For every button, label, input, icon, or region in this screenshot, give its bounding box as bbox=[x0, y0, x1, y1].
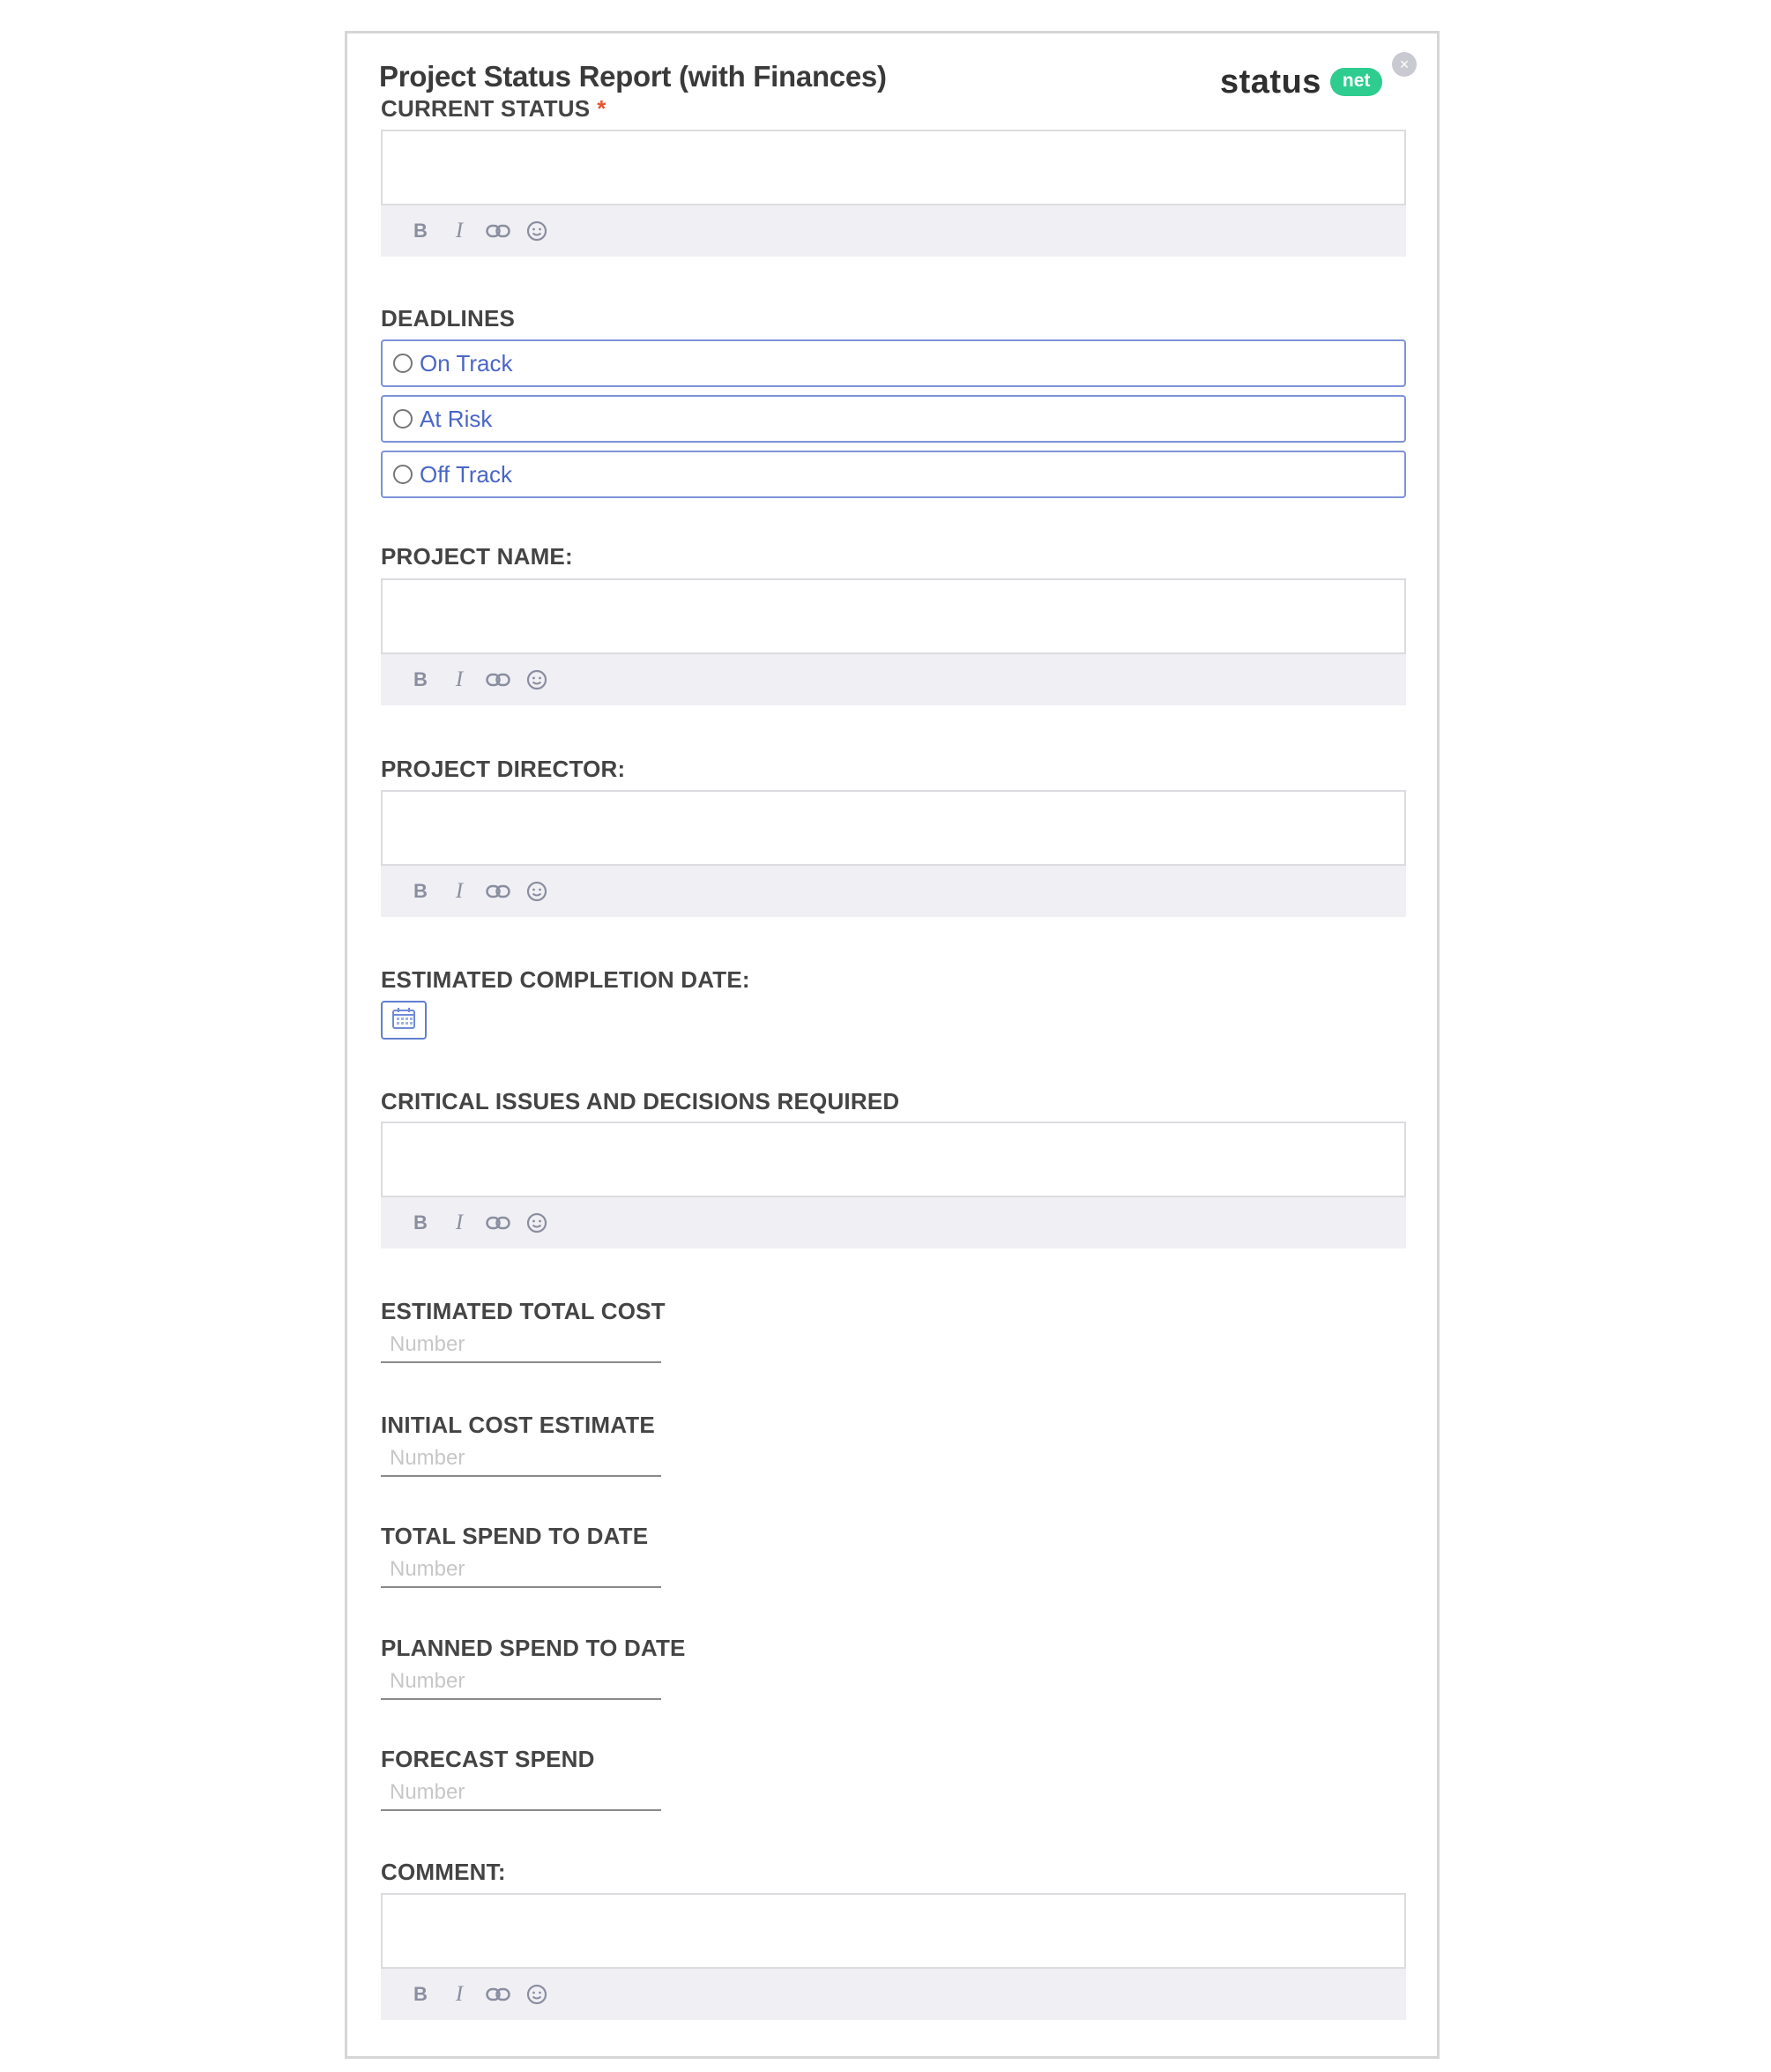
forecast-spend-input[interactable]: Number bbox=[381, 1778, 661, 1811]
link-icon[interactable] bbox=[485, 667, 511, 693]
current-status-input[interactable] bbox=[381, 130, 1406, 205]
close-icon[interactable]: × bbox=[1392, 52, 1417, 77]
deadlines-label: DEADLINES bbox=[381, 305, 516, 332]
calendar-icon bbox=[391, 1007, 416, 1034]
emoji-icon[interactable] bbox=[524, 1210, 550, 1236]
initial-cost-estimate-label: INITIAL COST ESTIMATE bbox=[381, 1412, 655, 1438]
comment-label: COMMENT: bbox=[381, 1859, 506, 1885]
project-name-editor bbox=[381, 578, 1406, 705]
italic-icon[interactable]: I bbox=[455, 879, 464, 903]
comment-editor bbox=[381, 1893, 1406, 2020]
status-net-logo bbox=[1220, 60, 1382, 104]
emoji-icon[interactable] bbox=[524, 667, 550, 693]
critical-issues-editor bbox=[381, 1122, 1406, 1248]
project-director-input[interactable] bbox=[381, 790, 1406, 866]
bold-icon[interactable]: B bbox=[413, 1983, 428, 2005]
italic-icon[interactable]: I bbox=[455, 1982, 464, 2006]
estimated-total-cost-label: ESTIMATED TOTAL COST bbox=[381, 1298, 666, 1324]
link-icon[interactable] bbox=[485, 878, 511, 905]
planned-spend-to-date-input[interactable]: Number bbox=[381, 1666, 661, 1700]
form-title: Project Status Report (with Finances) bbox=[379, 60, 887, 93]
current-status-toolbar bbox=[381, 205, 1406, 257]
radio-label: At Risk bbox=[420, 405, 493, 432]
initial-cost-estimate-input[interactable]: Number bbox=[381, 1443, 661, 1477]
radio-label: On Track bbox=[420, 349, 513, 376]
estimated-total-cost-input[interactable]: Number bbox=[381, 1330, 661, 1363]
current-status-editor bbox=[381, 130, 1406, 257]
logo-word: status bbox=[1220, 63, 1321, 101]
radio-circle-icon[interactable] bbox=[393, 465, 413, 484]
italic-icon[interactable]: I bbox=[455, 667, 464, 691]
italic-icon[interactable]: I bbox=[455, 1211, 464, 1234]
radio-label: Off Track bbox=[420, 460, 512, 488]
link-icon[interactable] bbox=[485, 1981, 511, 2008]
bold-icon[interactable]: B bbox=[413, 220, 428, 242]
critical-issues-input[interactable] bbox=[381, 1122, 1406, 1197]
deadline-option-on-track[interactable] bbox=[381, 339, 1406, 387]
deadline-option-off-track[interactable] bbox=[381, 451, 1406, 498]
bold-icon[interactable]: B bbox=[413, 668, 428, 690]
current-status-label bbox=[381, 95, 606, 123]
bold-icon[interactable]: B bbox=[413, 880, 428, 902]
link-icon[interactable] bbox=[485, 1210, 511, 1236]
project-director-label: PROJECT DIRECTOR: bbox=[381, 756, 626, 782]
project-name-label: PROJECT NAME: bbox=[381, 543, 573, 570]
required-mark: * bbox=[597, 95, 606, 122]
emoji-icon[interactable] bbox=[524, 218, 550, 244]
emoji-icon[interactable] bbox=[524, 878, 550, 905]
project-name-input[interactable] bbox=[381, 578, 1406, 654]
comment-input[interactable] bbox=[381, 1893, 1406, 1969]
date-picker-button[interactable] bbox=[381, 1001, 427, 1040]
project-director-toolbar bbox=[381, 866, 1406, 917]
critical-issues-toolbar bbox=[381, 1197, 1406, 1248]
project-director-editor bbox=[381, 790, 1406, 917]
emoji-icon[interactable] bbox=[524, 1981, 550, 2008]
radio-circle-icon[interactable] bbox=[393, 409, 413, 429]
forecast-spend-label: FORECAST SPEND bbox=[381, 1746, 595, 1772]
critical-issues-label: CRITICAL ISSUES AND DECISIONS REQUIRED bbox=[381, 1088, 900, 1114]
bold-icon[interactable]: B bbox=[413, 1211, 428, 1234]
estimated-completion-date-label: ESTIMATED COMPLETION DATE: bbox=[381, 966, 750, 993]
italic-icon[interactable]: I bbox=[455, 219, 464, 242]
link-icon[interactable] bbox=[485, 218, 511, 244]
total-spend-to-date-label: TOTAL SPEND TO DATE bbox=[381, 1523, 649, 1549]
planned-spend-to-date-label: PLANNED SPEND TO DATE bbox=[381, 1635, 686, 1661]
project-name-toolbar bbox=[381, 654, 1406, 705]
total-spend-to-date-input[interactable]: Number bbox=[381, 1554, 661, 1588]
radio-circle-icon[interactable] bbox=[393, 354, 413, 373]
current-status-label-text: CURRENT STATUS bbox=[381, 95, 591, 122]
comment-toolbar bbox=[381, 1969, 1406, 2020]
deadline-option-at-risk[interactable] bbox=[381, 395, 1406, 443]
logo-badge: net bbox=[1330, 68, 1383, 96]
